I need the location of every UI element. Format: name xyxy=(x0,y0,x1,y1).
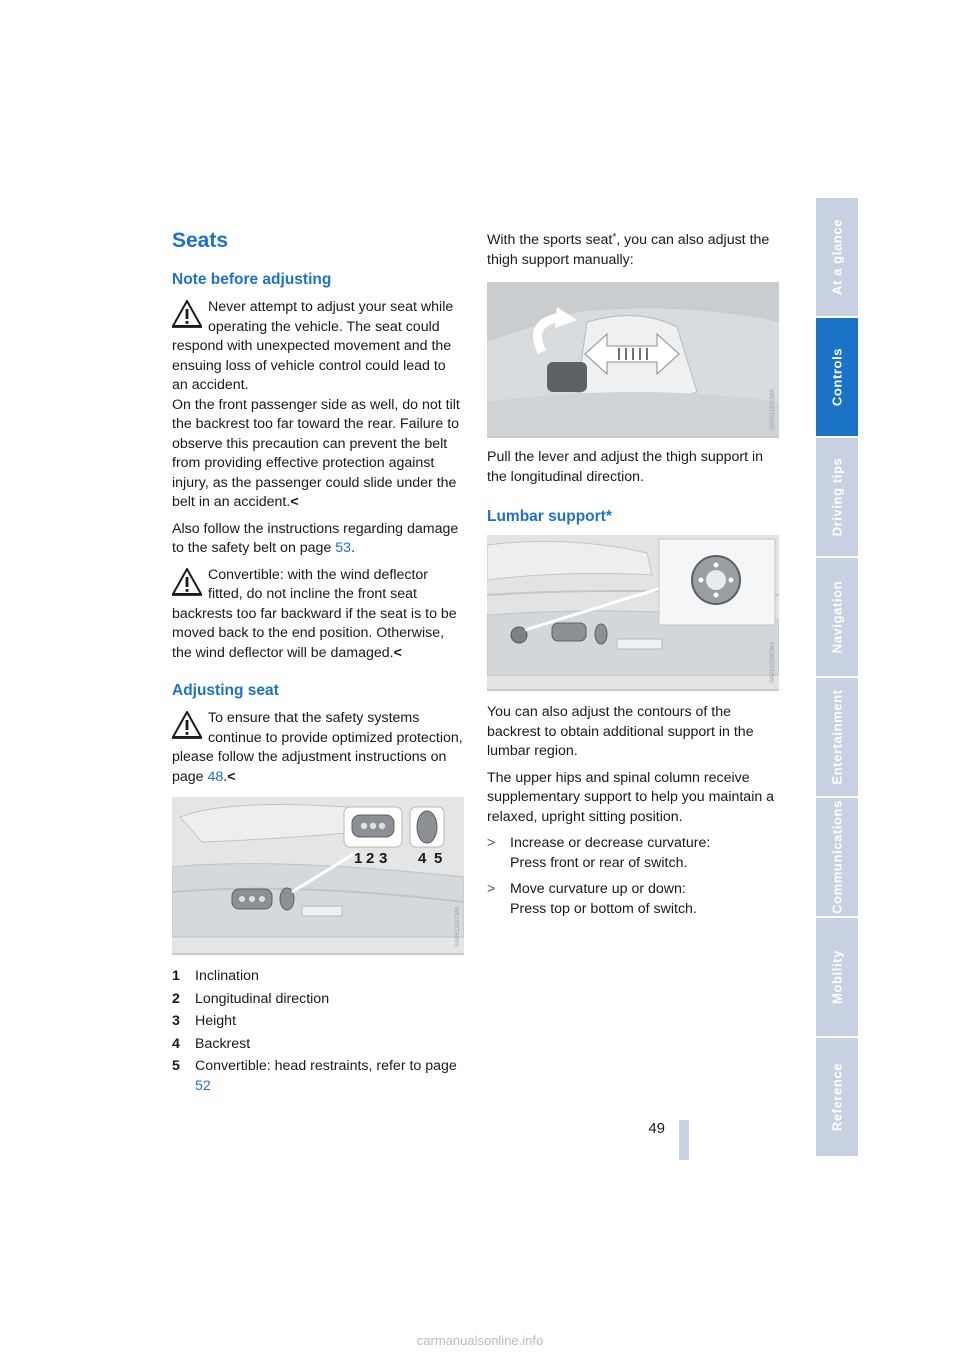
lumbar-support-figure xyxy=(487,535,779,691)
page-number-bar xyxy=(679,1120,689,1160)
page-title: Seats xyxy=(172,229,229,252)
page-link-53[interactable]: 53 xyxy=(335,540,352,556)
list-item: 1 Inclination xyxy=(172,968,259,984)
list-item: > Increase or decrease curvature: Press front or rear of switch. xyxy=(487,834,779,873)
page-number: 49 xyxy=(648,1120,665,1137)
figure-code: SA051120CMA xyxy=(770,389,776,430)
tab-entertainment[interactable]: Entertainment xyxy=(816,678,858,796)
tab-reference[interactable]: Reference xyxy=(816,1038,858,1156)
note-heading: Note before adjusting xyxy=(172,271,332,288)
chapter-tabs xyxy=(816,198,858,1160)
adjusting-seat-heading: Adjusting seat xyxy=(172,682,279,699)
bullet-arrow: > xyxy=(487,835,496,851)
tab-navigation[interactable]: Navigation xyxy=(816,558,858,676)
warning-safety-systems: To ensure that the safety systems continue to provide optimized protection, please follow the adjustment instructions on page 48.< xyxy=(172,710,463,785)
figure-label-2: 2 xyxy=(366,850,375,867)
sports-seat-intro: With the sports seat*, you can also adjust the thigh support manually: xyxy=(487,232,770,268)
warning-triangle-icon xyxy=(172,568,202,596)
tab-at-a-glance[interactable]: At a glance xyxy=(816,198,858,316)
thigh-support-figure xyxy=(487,282,779,438)
seat-controls-list xyxy=(172,967,464,1096)
lumbar-support-illustration xyxy=(487,535,779,689)
thigh-support-illustration xyxy=(487,282,779,436)
seat-illustration xyxy=(172,797,464,953)
figure-code: SA051098CMA xyxy=(770,641,776,683)
lumbar-paragraph-2: The upper hips and spinal column receive supplementary support to help you maintain a relaxed, upright sitting position. xyxy=(487,769,775,825)
thigh-support-text: Pull the lever and adjust the thigh support in the longitudinal direction. xyxy=(487,449,764,485)
lumbar-paragraph-1: You can also adjust the contours of the backrest to obtain additional support in the lumbar region. xyxy=(487,704,754,759)
figure-label-1: 1 xyxy=(354,850,363,867)
safety-belt-note: Also follow the instructions regarding damage to the safety belt on page 53. xyxy=(172,520,459,556)
figure-label-3: 3 xyxy=(379,850,388,867)
warning-seat-adjust: Never attempt to adjust your seat while operating the vehicle. The seat could respond with unexpected movement and the ensuing loss of vehicle control could lead to an accident. On the front passenger side as well, do not tilt the backrest too far toward the rear. Failure to observe this precaution can prevent the belt from providing effective protection against injury, as the passenger could slide under the belt in an accident.< xyxy=(172,299,460,510)
tab-driving-tips[interactable]: Driving tips xyxy=(816,438,858,556)
warning-triangle-icon xyxy=(172,300,202,328)
right-column xyxy=(487,228,779,926)
list-item: > Move curvature up or down: Press top or bottom of switch. xyxy=(487,880,779,919)
lumbar-support-heading: Lumbar support* xyxy=(487,508,612,525)
tab-mobility[interactable]: Mobility xyxy=(816,918,858,1036)
warning-triangle-icon xyxy=(172,711,202,739)
bullet-arrow: > xyxy=(487,881,496,897)
seat-controls-figure xyxy=(172,797,464,955)
figure-code: SA051102CMA xyxy=(455,906,461,947)
list-item: 3 Height xyxy=(172,1013,237,1029)
list-item: 5 Convertible: head restraints, refer to page 52 xyxy=(172,1058,457,1094)
figure-label-5: 5 xyxy=(434,850,443,867)
page-link-52[interactable]: 52 xyxy=(195,1077,211,1094)
watermark: carmanualsonline.info xyxy=(416,1333,544,1348)
figure-label-4: 4 xyxy=(418,850,427,867)
tab-controls[interactable]: Controls xyxy=(816,318,858,436)
warning-wind-deflector: Convertible: with the wind deflector fitted, do not incline the front seat backrests too far backward if the seat is to be moved back to the end position. Otherwise, the wind deflector will be damaged.< xyxy=(172,566,457,661)
left-column xyxy=(172,228,464,1099)
list-item: 2 Longitudinal direction xyxy=(172,990,330,1007)
list-item: 4 Backrest xyxy=(172,1035,251,1052)
page-link-48[interactable]: 48 xyxy=(207,768,224,785)
tab-communications[interactable]: Communications xyxy=(816,798,858,916)
